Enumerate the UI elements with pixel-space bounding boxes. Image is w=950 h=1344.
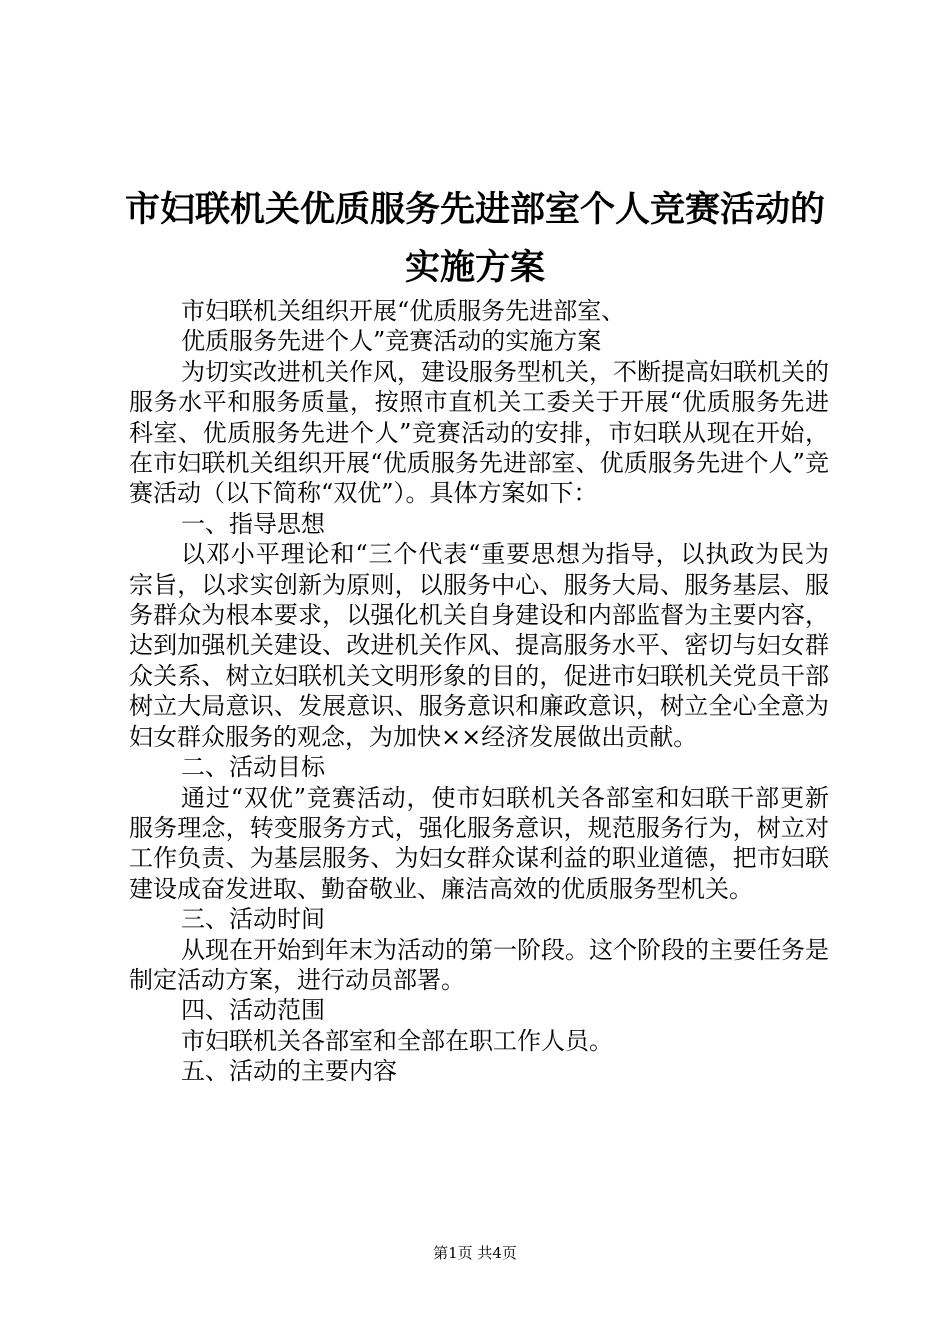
paragraph-activity-scope: 市妇联机关各部室和全部在职工作人员。 xyxy=(181,1026,613,1055)
document-body xyxy=(129,296,829,1087)
paragraph-intro: 为切实改进机关作风，建设服务型机关，不断提高妇联机关的服务水平和服务质量，按照市直机关工委关于开展“优质服务先进科室、优质服务先进个人”竞赛活动的安排，市妇联从现在开始，在市妇联机关组织开展“优质服务先进部室、优质服务先进个人”竞赛活动（以下简称“双优”）。具体方案如下： xyxy=(129,357,829,508)
section-heading-activity-scope: 四、活动范围 xyxy=(181,996,325,1025)
paragraph-activity-goal: 通过“双优”竞赛活动，使市妇联机关各部室和妇联干部更新服务理念，转变服务方式，强化服务意识，规范服务行为，树立对工作负责、为基层服务、为妇女群众谋利益的职业道德，把市妇联建设成奋发进取、勤奋敬业、廉洁高效的优质服务型机关。 xyxy=(129,783,829,903)
document-title-line-1: 市妇联机关优质服务先进部室个人竞赛活动的 xyxy=(124,189,825,230)
section-heading-main-content: 五、活动的主要内容 xyxy=(181,1057,397,1086)
document-title-line-2: 实施方案 xyxy=(404,247,545,288)
section-heading-guiding-thought: 一、指导思想 xyxy=(181,509,325,538)
paragraph-subtitle-1: 市妇联机关组织开展“优质服务先进部室、 xyxy=(181,297,626,325)
paragraph-subtitle-2: 优质服务先进个人”竞赛活动的实施方案 xyxy=(181,327,602,356)
paragraph-activity-time: 从现在开始到年末为活动的第一阶段。这个阶段的主要任务是制定活动方案，进行动员部署。 xyxy=(129,935,829,994)
section-heading-activity-time: 三、活动时间 xyxy=(181,905,325,934)
page-number-footer: 第1页 共4页 xyxy=(433,1244,517,1262)
section-heading-activity-goal: 二、活动目标 xyxy=(181,753,325,782)
paragraph-guiding-thought: 以邓小平理论和“三个代表“重要思想为指导，以执政为民为宗旨，以求实创新为原则，以服务中心、服务大局、服务基层、服务群众为根本要求，以强化机关自身建设和内部监督为主要内容，达到加强机关建设、改进机关作风、提高服务水平、密切与妇女群众关系、树立妇联机关文明形象的目的，促进市妇联机关党员干部树立大局意识、发展意识、服务意识和廉政意识，树立全心全意为妇女群众服务的观念，为加快××经济发展做出贡献。 xyxy=(129,540,829,751)
